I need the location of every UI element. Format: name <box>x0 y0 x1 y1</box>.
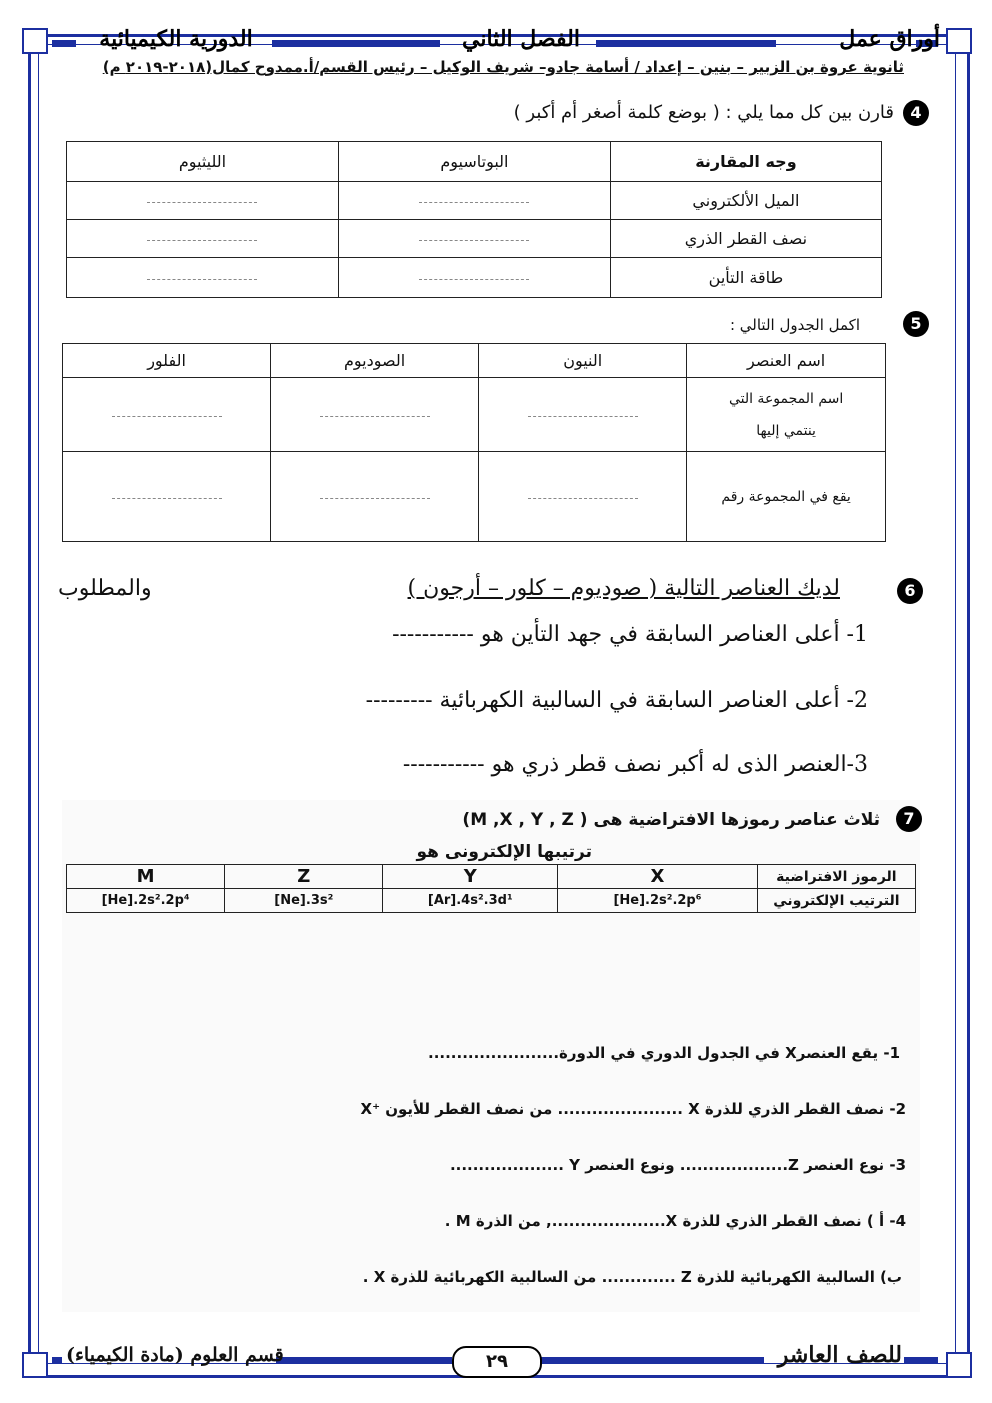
header-left-title: الدورية الكيميائية <box>99 26 253 52</box>
frame-corner <box>22 1352 48 1378</box>
q5-row-label-line: اسم المجموعة التي <box>728 390 844 407</box>
answer-blank[interactable] <box>67 220 339 258</box>
answer-blank[interactable] <box>338 258 610 298</box>
frame-corner <box>946 1352 972 1378</box>
answer-blank[interactable] <box>479 452 687 542</box>
q7-table <box>66 864 916 913</box>
answer-blank[interactable] <box>67 258 339 298</box>
q5-header: النيون <box>479 344 687 378</box>
question-number: 5 <box>903 311 929 337</box>
q6-tail: والمطلوب <box>58 576 152 601</box>
q7-item: 3- نوع العنصر Z................... ونوع العنصر Y .................... <box>449 1156 906 1174</box>
q4-row-label: الميل الألكتروني <box>610 182 881 220</box>
answer-blank[interactable] <box>271 378 479 452</box>
q7-symbol: Z <box>225 865 383 889</box>
q6-item: 3-العنصر الذى له أكبر نصف قطر ذري هو ----------- <box>402 752 868 777</box>
q5-header: اسم العنصر <box>687 344 886 378</box>
q7-symbol: M <box>67 865 225 889</box>
q7-symbol: Y <box>383 865 558 889</box>
header-band <box>272 40 440 47</box>
q4-row-label: نصف القطر الذري <box>610 220 881 258</box>
footer-band <box>528 1357 764 1364</box>
answer-blank[interactable] <box>63 378 271 452</box>
footer-department: قسم العلوم (مادة الكيمياء) <box>66 1344 284 1366</box>
question-number: 6 <box>897 578 923 604</box>
footer-band <box>904 1357 938 1364</box>
question-number: 4 <box>903 100 929 126</box>
q7-row-head: الترتيب الإلكتروني <box>757 889 915 913</box>
footer-band <box>276 1357 452 1364</box>
q4-header: البوتاسيوم <box>338 142 610 182</box>
q7-row-head: الرموز الافتراضية <box>757 865 915 889</box>
q4-table <box>66 141 882 298</box>
answer-blank[interactable] <box>338 220 610 258</box>
page-number: ٢٩ <box>452 1346 542 1378</box>
q5-header: الفلور <box>63 344 271 378</box>
footer-grade: للصف العاشر <box>777 1342 902 1368</box>
footer-band <box>52 1357 62 1364</box>
header-center-title: الفصل الثاني <box>462 26 580 52</box>
q5-table <box>62 343 886 542</box>
q4-prompt: قارن بين كل مما يلي : ( بوضع كلمة أصغر أم أكبر ) <box>513 102 894 123</box>
q7-config: [Ar].4s².3d¹ <box>383 889 558 913</box>
frame-corner <box>946 28 972 54</box>
q6-item: 2- أعلى العناصر السابقة في السالبية الكهربائية --------- <box>365 688 868 713</box>
header-band <box>596 40 776 47</box>
q5-row-label <box>687 378 886 452</box>
answer-blank[interactable] <box>479 378 687 452</box>
header-subtitle: ثانوية عروة بن الزبير – بنين – إعداد / أسامة جادو– شريف الوكيل – رئيس القسم/أ.ممدوح كمال(٢٠١٨-٢٠١٩ م) <box>102 58 904 76</box>
q6-title: لديك العناصر التالية ( صوديوم – كلور – أرجون ) <box>407 576 840 601</box>
q4-header: وجه المقارنة <box>610 142 881 182</box>
q7-config: [Ne].3s² <box>225 889 383 913</box>
q5-row-label-line: ينتمي إليها <box>756 422 816 439</box>
q7-item: ب) السالبية الكهربائية للذرة Z ............. من السالبية الكهربائية للذرة X . <box>362 1268 902 1286</box>
answer-blank[interactable] <box>63 452 271 542</box>
q7-config: [He].2s².2p⁴ <box>67 889 225 913</box>
question-number: 7 <box>896 806 922 832</box>
q7-config: [He].2s².2p⁶ <box>558 889 758 913</box>
q7-item: 2- نصف القطر الذري للذرة X ...................... من نصف القطر للأيون ⁺X <box>360 1100 906 1118</box>
q7-title-line2: ترتيبها الإلكترونى هو <box>416 842 592 862</box>
q5-row-label: يقع في المجموعة رقم <box>687 452 886 542</box>
frame-corner <box>22 28 48 54</box>
q7-symbol: X <box>558 865 758 889</box>
header-band <box>52 40 76 47</box>
q4-row-label: طاقة التأين <box>610 258 881 298</box>
answer-blank[interactable] <box>338 182 610 220</box>
q6-item: 1- أعلى العناصر السابقة في جهد التأين هو ----------- <box>392 622 868 647</box>
answer-blank[interactable] <box>67 182 339 220</box>
header-right-title: أوراق عمل <box>839 26 940 52</box>
q4-header: الليثيوم <box>67 142 339 182</box>
answer-blank[interactable] <box>271 452 479 542</box>
q7-item: 4- أ ) نصف القطر الذري للذرة X...................., من الذرة M . <box>444 1212 906 1230</box>
q5-header: الصوديوم <box>271 344 479 378</box>
q7-item: 1- يقع العنصرX في الجدول الدوري في الدورة....................... <box>428 1044 900 1062</box>
q5-prompt: اكمل الجدول التالي : <box>729 316 860 334</box>
q7-title-line1: ثلاث عناصر رموزها الافتراضية هى ( M ,X , Y , Z) <box>462 810 880 830</box>
